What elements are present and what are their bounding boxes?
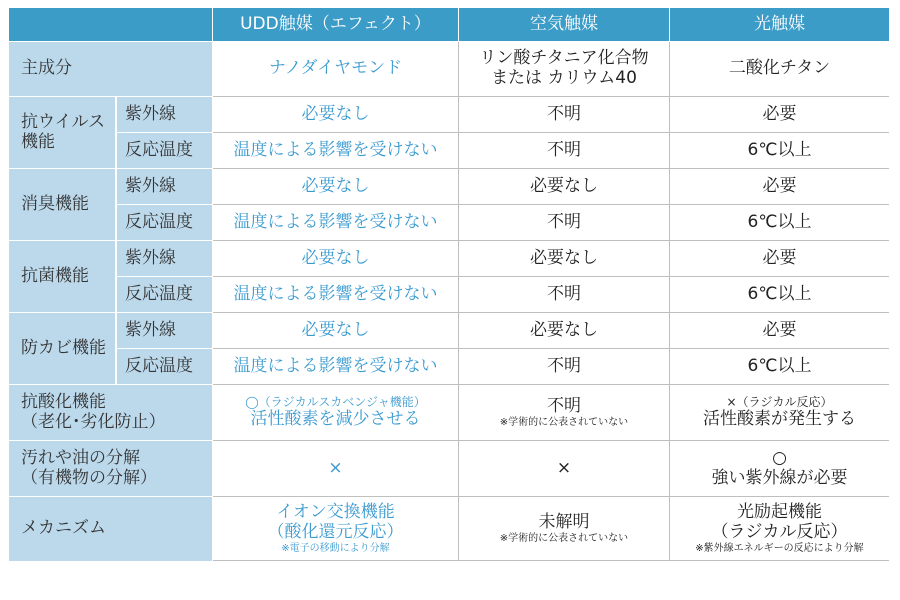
cell-photo-antioxidation-text: 活性酸素が発生する (703, 408, 856, 429)
row-label-antivirus (9, 97, 116, 169)
row-label-antimold: 防カビ機能 (9, 313, 116, 385)
table-row-antibacterial-temp (9, 277, 889, 313)
cell-photo-antibacterial-temp: 6℃以上 (670, 277, 889, 313)
cell-udd-antioxidation (213, 385, 459, 441)
header-air-catalyst: 空気触媒 (459, 8, 670, 42)
table-row-antimold-temp (9, 349, 889, 385)
cell-udd-antibacterial-uv: 必要なし (213, 241, 459, 277)
cell-photo-mechanism-line2: （ラジカル反応） (711, 522, 848, 542)
comparison-table-wrapper (9, 8, 889, 561)
cell-air-antivirus-uv: 不明 (459, 97, 670, 133)
cell-udd-mechanism-note: ※電子の移動により分解 (281, 542, 390, 554)
cell-air-main-component-line2: または カリウム40 (491, 68, 637, 88)
cell-photo-dirt-oil-text: 強い紫外線が必要 (711, 467, 848, 488)
cell-udd-dirt-oil: × (213, 441, 459, 497)
cell-udd-mechanism-line1: イオン交換機能 (276, 502, 395, 523)
sublabel-reaction-temp: 反応温度 (116, 349, 213, 385)
table-row-dirt-oil (9, 441, 889, 497)
sublabel-reaction-temp: 反応温度 (116, 205, 213, 241)
cell-photo-mechanism-line1: 光励起機能 (737, 502, 822, 523)
row-label-dirt-oil (9, 441, 213, 497)
cell-udd-antibacterial-temp: 温度による影響を受けない (213, 277, 459, 313)
header-corner-cell (9, 8, 213, 42)
cell-air-antibacterial-uv: 必要なし (459, 241, 670, 277)
header-row (9, 8, 889, 42)
cell-photo-antibacterial-uv: 必要 (670, 241, 889, 277)
cell-air-mechanism-note: ※学術的に公表されていない (499, 532, 629, 544)
cell-udd-antioxidation-text: 活性酸素を減少させる (250, 408, 421, 429)
cell-udd-antivirus-temp: 温度による影響を受けない (213, 133, 459, 169)
sublabel-reaction-temp: 反応温度 (116, 133, 213, 169)
row-label-antioxidation-line2: （老化･劣化防止） (21, 411, 166, 432)
sublabel-uv: 紫外線 (116, 97, 213, 133)
sublabel-uv: 紫外線 (116, 241, 213, 277)
cell-udd-deodorize-uv: 必要なし (213, 169, 459, 205)
row-label-antivirus-line1: 抗ウイルス (21, 111, 105, 132)
catalyst-comparison-table (9, 8, 889, 561)
cell-air-antimold-temp: 不明 (459, 349, 670, 385)
table-row-antibacterial-uv (9, 241, 889, 277)
table-row-antivirus-temp (9, 133, 889, 169)
cell-photo-mechanism (670, 497, 889, 561)
cell-air-deodorize-uv: 必要なし (459, 169, 670, 205)
sublabel-reaction-temp: 反応温度 (116, 277, 213, 313)
row-label-antioxidation (9, 385, 213, 441)
cell-air-main-component-line1: リン酸チタニア化合物 (479, 48, 649, 69)
cell-photo-antivirus-temp: 6℃以上 (670, 133, 889, 169)
cell-air-antivirus-temp: 不明 (459, 133, 670, 169)
row-label-antioxidation-line1: 抗酸化機能 (21, 391, 106, 412)
table-row-antioxidation (9, 385, 889, 441)
row-label-dirt-oil-line1: 汚れや油の分解 (21, 447, 140, 468)
row-label-antibacterial: 抗菌機能 (9, 241, 116, 313)
cell-photo-main-component: 二酸化チタン (670, 42, 889, 97)
cell-photo-antivirus-uv: 必要 (670, 97, 889, 133)
row-label-mechanism: メカニズム (9, 497, 213, 561)
cell-photo-mechanism-note: ※紫外線エネルギーの反応により分解 (695, 542, 864, 554)
cell-air-main-component (459, 42, 670, 97)
sublabel-uv: 紫外線 (116, 169, 213, 205)
cell-udd-antioxidation-mark: ◯（ラジカルスカベンジャ機能） (245, 394, 426, 409)
cell-udd-antimold-temp: 温度による影響を受けない (213, 349, 459, 385)
table-row-deodorize-uv (9, 169, 889, 205)
cell-air-mechanism (459, 497, 670, 561)
table-row-deodorize-temp (9, 205, 889, 241)
cell-udd-mechanism (213, 497, 459, 561)
cell-photo-dirt-oil-mark: ○ (772, 447, 787, 468)
cell-air-antimold-uv: 必要なし (459, 313, 670, 349)
cell-air-antioxidation (459, 385, 670, 441)
cell-photo-antioxidation (670, 385, 889, 441)
cell-air-antioxidation-text: 不明 (547, 396, 581, 417)
cell-photo-antimold-temp: 6℃以上 (670, 349, 889, 385)
cell-air-dirt-oil: × (459, 441, 670, 497)
cell-udd-main-component: ナノダイヤモンド (213, 42, 459, 97)
header-udd-catalyst: UDD触媒（エフェクト） (213, 8, 459, 42)
table-row-mechanism (9, 497, 889, 561)
table-row-antimold-uv (9, 313, 889, 349)
row-label-dirt-oil-line2: （有機物の分解） (21, 467, 157, 488)
cell-photo-dirt-oil (670, 441, 889, 497)
header-photocatalyst: 光触媒 (670, 8, 889, 42)
cell-photo-antimold-uv: 必要 (670, 313, 889, 349)
cell-air-mechanism-text: 未解明 (538, 512, 590, 533)
table-row-antivirus-uv (9, 97, 889, 133)
cell-photo-deodorize-uv: 必要 (670, 169, 889, 205)
row-label-deodorize: 消臭機能 (9, 169, 116, 241)
cell-photo-antioxidation-mark: ×（ラジカル反応） (726, 394, 833, 409)
cell-air-antibacterial-temp: 不明 (459, 277, 670, 313)
cell-udd-antimold-uv: 必要なし (213, 313, 459, 349)
row-label-antivirus-line2: 機能 (21, 131, 55, 152)
table-row-main-component (9, 42, 889, 97)
sublabel-uv: 紫外線 (116, 313, 213, 349)
cell-udd-mechanism-line2: （酸化還元反応） (267, 522, 404, 542)
cell-udd-antivirus-uv: 必要なし (213, 97, 459, 133)
cell-photo-deodorize-temp: 6℃以上 (670, 205, 889, 241)
cell-udd-deodorize-temp: 温度による影響を受けない (213, 205, 459, 241)
cell-air-deodorize-temp: 不明 (459, 205, 670, 241)
row-label-main-component: 主成分 (9, 42, 213, 97)
cell-air-antioxidation-note: ※学術的に公表されていない (499, 416, 629, 428)
